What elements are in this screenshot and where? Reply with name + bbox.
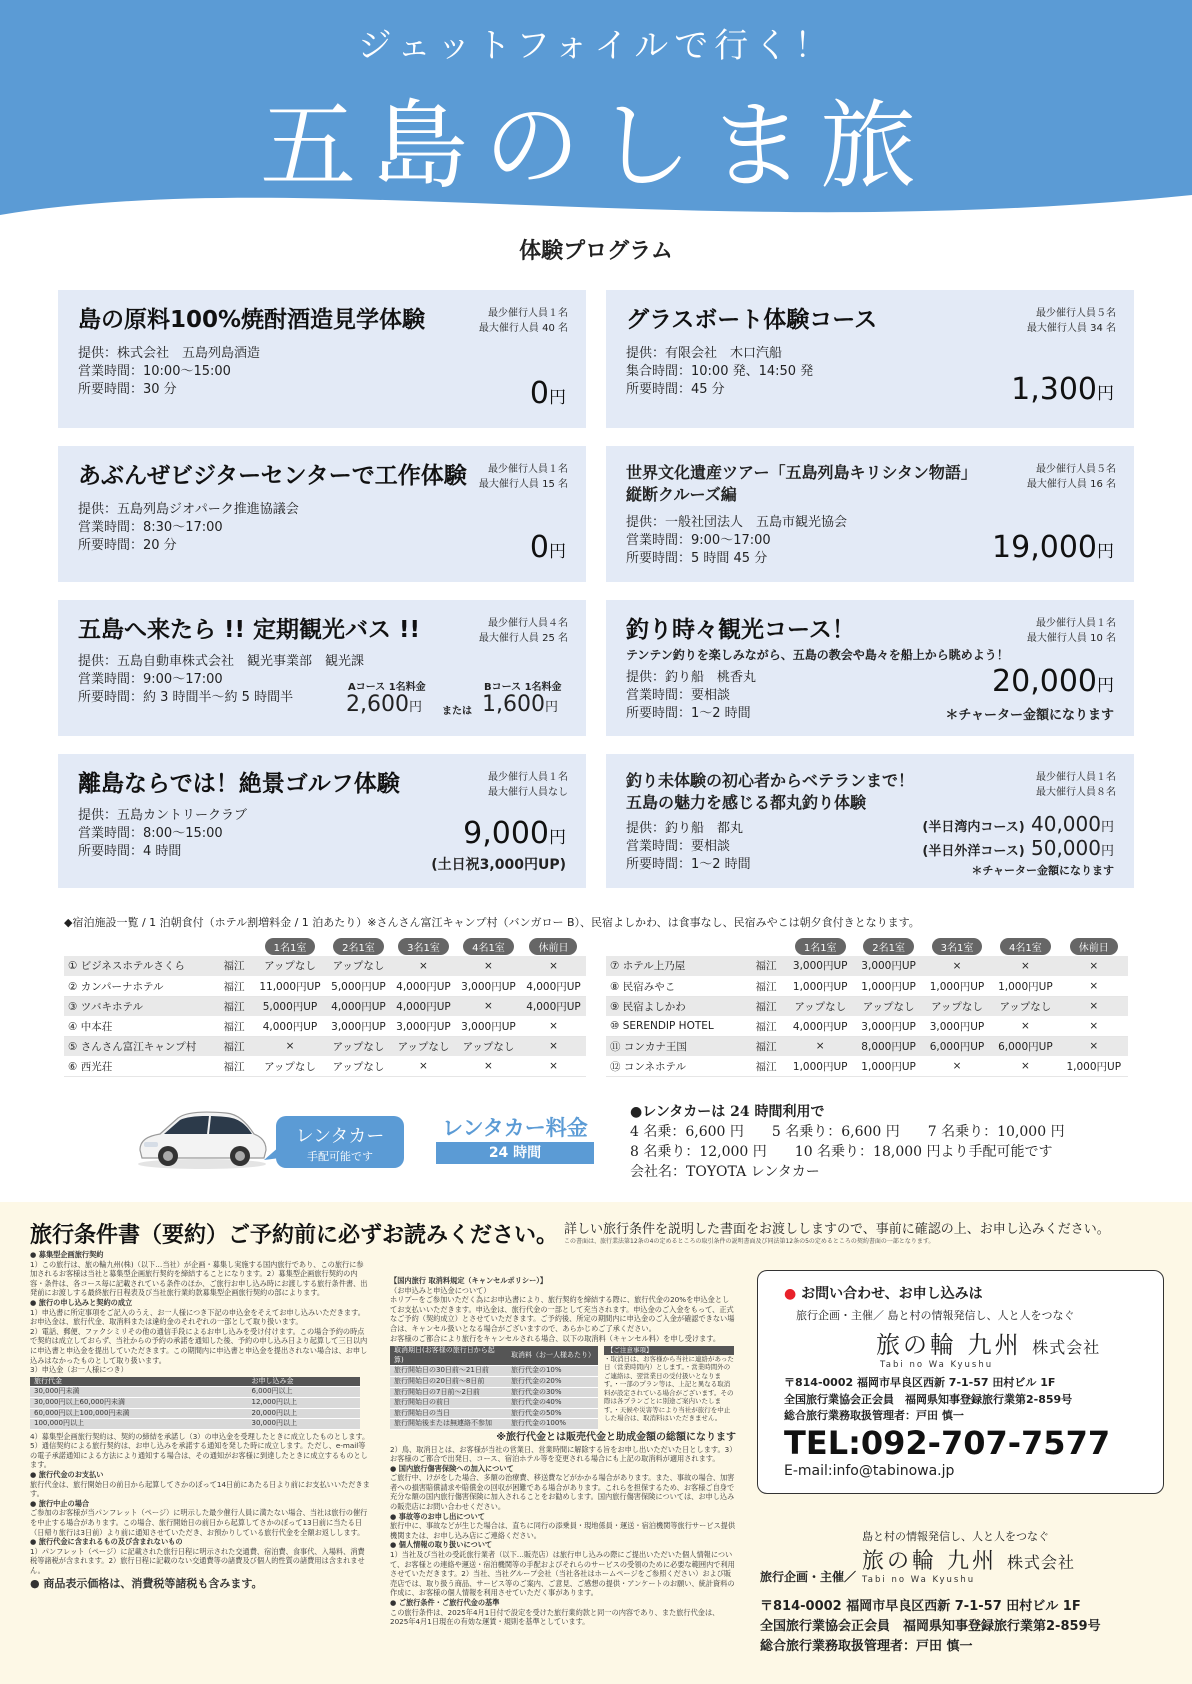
provider: 提供：釣り船 桃香丸: [626, 669, 757, 685]
rental-band: 24 時間: [436, 1142, 594, 1164]
table-row: [30, 1419, 360, 1430]
program-card-sightseeing-bus: [58, 600, 586, 736]
lodging-name: ③ ツバキホテル: [64, 996, 214, 1016]
condition-paragraph: この旅行条件は、2025年4月1日付で設定を受けた旅行業約款と同一の内容であり、また旅行代金は、2025年4月1日現在の有効な運賃・規則を基準としています。: [390, 1607, 720, 1627]
table-row: [30, 1397, 360, 1408]
contact-org: 旅行企画・主催／ 島と村の情報発信し、人と人をつなぐ: [796, 1309, 1075, 1322]
program-card-fishing-sightseeing: [606, 600, 1134, 736]
capacity: 最少催行人員１名 最大催行人員８名: [1036, 772, 1116, 798]
lodging-table-left: [64, 936, 586, 1077]
lodging-row: [64, 956, 586, 976]
provider: 提供：五島列島ジオパーク推進協議会: [78, 501, 299, 517]
lodging-name: ⑦ ホテル上乃屋: [606, 956, 746, 976]
lodging-table-right: [606, 936, 1128, 1077]
table-cell: 20,000円以上: [248, 1408, 361, 1419]
course-b-price: 1,600円: [482, 692, 558, 717]
lodging-row: [606, 1056, 1128, 1076]
condition-paragraph: 1）この旅行は、旅の輪九州(株)（以下…当社）が企画・募集し実施する国内旅行であり、この旅行に参加されるお客様は当社と募集型企画旅行契約を締結することになります。2）募集型企画旅行契約の内容・条件は、各コース毎に記載されている条件のほか、ご旅行お申し込み時にお渡しする旅行条件書、出発前にお渡しする最終旅行日程表及び当社旅行業約款募集型企画旅行契約の部によります。: [30, 1259, 368, 1298]
provider: 提供：釣り船 都丸: [626, 821, 744, 836]
hours: 集合時間：10:00 発、14:50 発: [626, 363, 814, 379]
table-cell: 旅行代金の50%: [507, 1408, 598, 1419]
lodging-surcharge: 1,000円UP: [854, 976, 922, 996]
lodging-surcharge: ×: [391, 1056, 456, 1076]
table-cell: 旅行代金の30%: [507, 1387, 598, 1398]
condition-paragraph: 5）通信契約による旅行契約は、お申し込みを承諾する通知を発した時に成立します。ただし、e-mail等の電子承諾通知による方法により通知する場合は、その通知がお客様に到達したときに成立するものとします。: [30, 1441, 368, 1470]
program-title: あぶんぜビジターセンターで工作体験: [78, 463, 467, 489]
table-row: [390, 1366, 598, 1377]
condition-paragraph: 3）申込金（お一人様につき）: [30, 1365, 128, 1375]
lodging-surcharge: ×: [456, 996, 521, 1016]
condition-paragraph: ● 募集型企画旅行契約: [30, 1250, 104, 1259]
lodging-surcharge: ×: [521, 1016, 586, 1036]
lodging-surcharge: アップなし: [254, 956, 326, 976]
lodging-area: 福江: [214, 1056, 254, 1076]
section-title: 体験プログラム: [519, 239, 673, 264]
red-dot-icon: ●: [784, 1286, 797, 1302]
contact-romaji: Tabi no Wa Kyushu: [880, 1360, 994, 1370]
lodging-row: [606, 996, 1128, 1016]
condition-paragraph: 【国内旅行 取消料規定（キャンセルポリシー）】: [390, 1276, 548, 1285]
duration: 所要時間：4 時間: [78, 843, 182, 859]
lodging-row: [64, 1016, 586, 1036]
hero-subtitle: ジェットフォイルで行く！: [357, 26, 835, 66]
lodging-row: [606, 1036, 1128, 1056]
lodging-surcharge: 3,000円UP: [456, 976, 521, 996]
lodging-surcharge: アップなし: [456, 1036, 521, 1056]
condition-paragraph: 1）パンフレット（ページ）に記載された旅行日程に明示された交通費、宿泊費、食事代、入場料、消費税等諸税が含まれます。2）旅行日程に記載のない交通費等の諸費及び個人的性質の諸費用は含まれません。: [30, 1546, 365, 1575]
lodging-surcharge: ×: [521, 956, 586, 976]
table-row: [390, 1398, 598, 1409]
lodging-surcharge: ×: [521, 1056, 586, 1076]
table-row: [390, 1387, 598, 1398]
contact-box: [757, 1270, 1164, 1494]
table-cell: 旅行開始日の20日前～8日前: [390, 1376, 507, 1387]
lodging-row: [606, 1016, 1128, 1036]
lodging-surcharge: 8,000円UP: [854, 1036, 922, 1056]
table-cell: 60,000円以上100,000円未満: [30, 1408, 248, 1419]
lodging-surcharge: 3,000円UP: [854, 1016, 922, 1036]
lodging-surcharge: アップなし: [923, 996, 991, 1016]
provider: 提供：有限会社 木口汽船: [626, 345, 783, 361]
footer-org-label: 旅行企画・主催／: [760, 1570, 857, 1584]
conditions-column-1: [30, 1250, 370, 1588]
lodging-surcharge: ×: [1060, 1036, 1128, 1056]
hours: 営業時間：10:00～15:00: [78, 363, 231, 379]
hero-title: 五島のしま旅: [260, 90, 932, 202]
lodging-row: [64, 996, 586, 1016]
lodging-surcharge: 1,000円UP: [923, 976, 991, 996]
duration: 所要時間：5 時間 45 分: [626, 551, 768, 566]
contact-tel[interactable]: TEL:092-707-7577: [784, 1424, 1111, 1462]
table-row: [390, 1408, 598, 1419]
table-cell: 旅行代金の100%: [507, 1419, 598, 1430]
lodging-area: 福江: [746, 996, 786, 1016]
lodging-row: [64, 1056, 586, 1076]
program-card-visitor-center: [58, 446, 586, 582]
lodging-surcharge: ×: [786, 1036, 854, 1056]
lodging-surcharge: 1,000円UP: [1060, 1056, 1128, 1076]
condition-paragraph: 旅行中に、事故などが生じた場合は、直ちに同行の添乗員・現地係員・運送・宿泊機関等旅行サービス提供機関または、お申し込み店にご連絡ください。: [390, 1521, 736, 1540]
condition-paragraph: ご参加のお客様が当パンフレット（ページ）に明示した最少催行人員に満たない場合、当社は旅行の催行を中止する場合があります。この場合、旅行開始日の前日から起算してさかのぼって13日前に当たる日（日帰り旅行は3日前）より前に通知させていただき、お預かりしている旅行代金を全額お返しします。: [30, 1508, 368, 1537]
or-label: または: [442, 706, 472, 717]
contact-license: 全国旅行業協会正会員 福岡県知事登録旅行業第2-859号: [784, 1393, 1073, 1406]
lodging-name: ⑫ コンネホテル: [606, 1056, 746, 1076]
program-title: グラスボート体験コース: [626, 307, 878, 333]
duration: 所要時間：1～2 時間: [626, 705, 751, 721]
table-cell: 12,000円以上: [248, 1397, 361, 1408]
lodging-surcharge: ×: [456, 1056, 521, 1076]
lodging-surcharge: 3,000円UP: [391, 1016, 456, 1036]
lodging-name: ⑪ コンカナ王国: [606, 1036, 746, 1056]
lodging-surcharge: アップなし: [854, 996, 922, 1016]
hours: 営業時間：8:00～15:00: [78, 825, 223, 841]
table-row: [390, 1419, 598, 1430]
tax-note: ● 商品表示価格は、消費税等諸税も含みます。: [30, 1576, 263, 1590]
capacity: 最少催行人員１名 最大催行人員なし: [488, 772, 568, 798]
lodging-surcharge: ×: [1060, 956, 1128, 976]
table-cell: 100,000円以上: [30, 1419, 248, 1430]
provider: 提供：五島自動車株式会社 観光事業部 観光課: [78, 653, 365, 669]
lodging-area: 福江: [214, 1016, 254, 1036]
hours: 営業時間：9:00～17:00: [78, 671, 223, 687]
hours: 営業時間：要相談: [626, 839, 731, 854]
conditions-title: 旅行条件書（要約）ご予約前に必ずお読みください。: [30, 1223, 559, 1248]
condition-paragraph: ● 旅行の申し込みと契約の成立: [30, 1297, 133, 1307]
lodging-area: 福江: [214, 1036, 254, 1056]
lodging-name: ① ビジネスホテルさくら: [64, 956, 214, 976]
condition-paragraph: 2）電話、郵便、ファクシミリその他の通信手段によるお申し込みを受け付けます。この場合予約の時点で契約は成立しておらず、当社からの予約の承諾を通知した後、予約の申し込み日より起算して三日以内に申込書と申込金を提出していただきます。この期間内に申込書と申込金を提出されない場合は、お申し込みはなかったものとして取り扱います。: [30, 1326, 368, 1365]
condition-paragraph: 2）鳥、取消日とは、お客様が当社の営業日、営業時間に解除する旨をお申し出いただいた日とします。3）お客様のご都合で出発日、コース、宿泊ホテル等を変更される場合にも上記の取消料が適用されます。: [390, 1444, 733, 1464]
conditions-desc: 詳しい旅行条件を説明した書面をお渡ししますので、事前に確認の上、お申し込みください。: [564, 1222, 1110, 1237]
program-title: 島の原料100%焼酎酒造見学体験: [78, 307, 426, 333]
lodging-surcharge: 1,000円UP: [786, 976, 854, 996]
hours: 営業時間：要相談: [626, 687, 731, 703]
condition-paragraph: 1）当社及び当社の受託旅行業者（以下…販売店）は旅行申し込みの際にご提出いただいた個人情報について、お客様との連絡や運送・宿泊機関等の手配およびそれらのサービスの受領のために必要な範囲内で利用させていただきます。2）当社、当社グループ会社（当社各社はホームページをご参照ください）および販売店では、取り扱う商品、サービス等のご案内、ご意見、ご感想の提供・アンケートのお願い、統計資料の作成に、お客様の個人情報を利用させていただく事があります。: [390, 1550, 735, 1598]
lodging-surcharge: アップなし: [254, 1056, 326, 1076]
program-card-golf: [58, 754, 586, 888]
lodging-surcharge: 1,000円UP: [854, 1056, 922, 1076]
lodging-surcharge: 3,000円UP: [786, 956, 854, 976]
lodging-surcharge: アップなし: [391, 1036, 456, 1056]
total-note: ※旅行代金とは販売代金と助成金額の総額になります: [496, 1431, 736, 1443]
table-cell: 旅行開始日の30日前～21日前: [390, 1366, 507, 1377]
lodging-surcharge: ×: [991, 1016, 1059, 1036]
lodging-surcharge: ×: [923, 956, 991, 976]
conditions-desc-sub: この書面は、旅行業法第12条の4の定めるところの取引条件の説明書面及び同法第12条の5の定めるところの契約書面の一部となります。: [564, 1238, 935, 1245]
footer-address: 〒814-0002 福岡市早良区西新 7-1-57 田村ビル 1F: [760, 1599, 1081, 1614]
lodging-surcharge: 4,000円UP: [521, 996, 586, 1016]
lodging-row: [606, 956, 1128, 976]
condition-paragraph: ● ご旅行条件・ご旅行代金の基準: [390, 1598, 500, 1607]
table-cell: 30,000円以上: [248, 1419, 361, 1430]
lodging-name: ⑤ さんさん富江キャンプ村: [64, 1036, 214, 1056]
provider: 提供：株式会社 五島列島酒造: [78, 345, 261, 361]
footer-tagline: 島と村の情報発信し、人と人をつなぐ: [862, 1530, 1050, 1543]
table-cell: 旅行代金の40%: [507, 1398, 598, 1409]
lodging-surcharge: 6,000円UP: [991, 1036, 1059, 1056]
lodging-name: ④ 中本荘: [64, 1016, 214, 1036]
condition-paragraph: ● 旅行中止の場合: [30, 1498, 90, 1508]
program-card-heritage-cruise: [606, 446, 1134, 582]
hours: 営業時間：8:30～17:00: [78, 519, 223, 535]
lodging-name: ⑥ 西光荘: [64, 1056, 214, 1076]
program-card-tomaru-fishing: [606, 754, 1134, 888]
table-row: [30, 1387, 360, 1398]
lodging-surcharge: アップなし: [326, 1056, 391, 1076]
program-lead: テンテン釣りを楽しみながら、五島の教会や島々を船上から眺めよう！: [626, 647, 1009, 662]
price: 20,000円: [992, 664, 1114, 699]
program-title: 離島ならでは！絶景ゴルフ体験: [78, 771, 400, 797]
lodging-area: 福江: [214, 976, 254, 996]
program-title: 釣り時々観光コース！: [626, 617, 855, 643]
lodging-row: [64, 976, 586, 996]
duration: 所要時間：約 3 時間半～約 5 時間半: [78, 689, 294, 705]
rental-bubble: レンタカー 手配可能です: [276, 1116, 404, 1168]
rental-title: レンタカー料金: [442, 1116, 588, 1140]
price: 9,000円: [463, 816, 566, 851]
footer-org: [760, 1528, 1160, 1657]
lodging-surcharge: ×: [991, 956, 1059, 976]
capacity: 最少催行人員１名 最大催行人員 40 名: [478, 308, 568, 334]
lodging-surcharge: 5,000円UP: [254, 996, 326, 1016]
contact-brand: 旅の輪 九州 株式会社: [876, 1331, 1101, 1359]
cancel-notes: 【ご注意事項】 ・取消日は、お客様から当社に連絡があった日（営業時間内）とします。・営業時間外のご連絡は、翌営業日の受付扱いとなります。・一部のプラン等は、上記と異なる取消料が設定されている場合がございます。その際は各プランごとに別途ご案内いたします。・天候や災害等により当社が旅行を中止した場合は、取消料はいただきません。: [604, 1346, 734, 1423]
lodging-area: 福江: [214, 996, 254, 1016]
lodging-surcharge: 4,000円UP: [254, 1016, 326, 1036]
condition-paragraph: 4）募集型企画旅行契約は、契約の締結を承諾し（3）の申込金を受理したときに成立したものとします。: [30, 1431, 370, 1441]
table-cell: 旅行開始後または無連絡不参加: [390, 1419, 507, 1430]
lodging-name: ⑩ SERENDIP HOTEL: [606, 1016, 746, 1036]
hero-banner: [0, 0, 1192, 235]
price: 0円: [529, 376, 566, 411]
condition-paragraph: 1）申込書に所定事項をご記入のうえ、お一人様につき下記の申込金をそえてお申し込みいただきます。お申込金は、旅行代金、取消料または違約金のそれぞれの一部として取り扱います。: [30, 1307, 365, 1327]
condition-paragraph: お客様のご都合により旅行をキャンセルされる場合、以下の取消料（キャンセル料）を申し受けます。: [390, 1333, 721, 1343]
lodging-area: 福江: [746, 976, 786, 996]
lodging-name: ⑨ 民宿よしかわ: [606, 996, 746, 1016]
table-row: [390, 1376, 598, 1387]
contact-manager: 総合旅行業務取扱管理者：戸田 慎一: [784, 1409, 964, 1422]
condition-paragraph: ● 国内旅行傷害保険への加入について: [390, 1463, 514, 1473]
sea-course: (半日外洋コース) 50,000円: [922, 836, 1114, 860]
cancel-table: 取消期日(お客様の旅行日から起算) 取消料（お一人様あたり） 旅行開始日の30日前～21日前 旅行代金の10% 旅行開始日の20日前～8日前 旅行代金の20% 旅行開始日の7日前～2日前 旅行代金の30% 旅行開始日の前日 旅行代金の40% 旅行開始日の当日 旅行代金の50% 旅行開始後または無連絡不参加 旅行代金の100%: [390, 1346, 598, 1430]
lodging-surcharge: 3,000円UP: [456, 1016, 521, 1036]
lodging-surcharge: 4,000円UP: [521, 976, 586, 996]
program-title: 釣り未体験の初心者からベテランまで！ 五島の魅力を感じる都丸釣り体験: [626, 771, 915, 812]
lodging-surcharge: 4,000円UP: [326, 996, 391, 1016]
capacity: 最少催行人員１名 最大催行人員 10 名: [1026, 618, 1116, 644]
footer-license: 全国旅行業協会正会員 福岡県知事登録旅行業第2-859号: [760, 1619, 1101, 1634]
contact-address: 〒814-0002 福岡市早良区西新 7-1-57 田村ビル 1F: [784, 1376, 1056, 1389]
condition-paragraph: ● 旅行代金のお支払い: [30, 1470, 104, 1480]
lodging-surcharge: 3,000円UP: [326, 1016, 391, 1036]
lodging-surcharge: アップなし: [326, 956, 391, 976]
table-cell: 30,000円未満: [30, 1387, 248, 1398]
footer-brand: 旅の輪 九州 株式会社: [862, 1549, 1076, 1574]
lodging-surcharge: 11,000円UP: [254, 976, 326, 996]
duration: 所要時間：20 分: [78, 537, 177, 553]
capacity: 最少催行人員１名 最大催行人員 15 名: [478, 464, 568, 490]
lodging-surcharge: 4,000円UP: [391, 996, 456, 1016]
course-b-label: Bコース 1名料金: [484, 682, 562, 693]
provider: 提供：一般社団法人 五島市観光協会: [626, 515, 848, 530]
lodging-surcharge: ×: [521, 1036, 586, 1056]
lodging-name: ⑧ 民宿みやこ: [606, 976, 746, 996]
course-a-label: Aコース 1名料金: [348, 682, 426, 693]
lodging-surcharge: 4,000円UP: [391, 976, 456, 996]
condition-paragraph: ● 旅行代金に含まれるもの及び含まれないもの: [30, 1537, 183, 1547]
lodging-surcharge: ×: [1060, 996, 1128, 1016]
lodging-surcharge: 1,000円UP: [991, 976, 1059, 996]
lodging-area: 福江: [746, 956, 786, 976]
capacity: 最少催行人員４名 最大催行人員 25 名: [478, 618, 568, 644]
price: 0円: [529, 530, 566, 565]
duration: 所要時間：30 分: [78, 381, 177, 397]
lodging-name: ② カンパーナホテル: [64, 976, 214, 996]
lodging-surcharge: ×: [254, 1036, 326, 1056]
bubble-tail: [264, 1146, 280, 1162]
lodging-area: 福江: [746, 1016, 786, 1036]
lodging-header-row: 1名1室 2名1室 3名1室 4名1室 休前日: [606, 936, 1128, 956]
deposit-table: 旅行代金 お申し込み金 30,000円未満 6,000円以上 30,000円以上60,000円未満 12,000円以上 60,000円以上100,000円未満 20,000円以上 100,000円以上 30,000円以上: [30, 1377, 360, 1430]
lodging-surcharge: 1,000円UP: [786, 1056, 854, 1076]
capacity: 最少催行人員５名 最大催行人員 16 名: [1026, 464, 1116, 490]
condition-paragraph: （お申込みと申込金について）: [390, 1285, 491, 1295]
price: 1,300円: [1011, 372, 1114, 407]
condition-paragraph: ホリプーをご参加いただく為にお申込書により、旅行契約を締結する際に、旅行代金の20%を申込金としてお支払いいただきます。申込金は、旅行代金の一部として充当されます。申込金のご入金をもって、正式なご予約（契約成立）とさせていただきます。ご予約後、所定の期間内に申込金のご入金が確認できない場合は、キャンセル扱いとなる場合がございますので、あらかじめご了承ください。: [390, 1295, 735, 1333]
program-title: 五島へ来たら !! 定期観光バス !!: [78, 617, 420, 643]
course-a-price: 2,600円: [346, 692, 422, 717]
condition-paragraph: ご旅行中、けがをした場合、多額の治療費、移送費などがかかる場合があります。また、事故の場合、加害者への損害賠償請求や賠償金の回収が困難である場合があります。これらを担保するため、お客様ご自身で充分な額の国内旅行傷害保険に加入されることをお勧めします。国内旅行傷害保険については、お申し込みの販売店にお問い合わせください。: [390, 1473, 735, 1512]
program-card-shochu: [58, 290, 586, 428]
table-cell: 旅行代金の20%: [507, 1376, 598, 1387]
table-cell: 30,000円以上60,000円未満: [30, 1397, 248, 1408]
lodging-surcharge: 3,000円UP: [923, 1016, 991, 1036]
lodging-surcharge: アップなし: [326, 1036, 391, 1056]
lodging-surcharge: 4,000円UP: [786, 1016, 854, 1036]
bay-course: (半日湾内コース) 40,000円: [922, 812, 1114, 836]
lodging-surcharge: 3,000円UP: [854, 956, 922, 976]
lodging-surcharge: ×: [923, 1056, 991, 1076]
table-row: [30, 1408, 360, 1419]
table-cell: 旅行代金の10%: [507, 1366, 598, 1377]
lodging-header-row: 1名1室 2名1室 3名1室 4名1室 休前日: [64, 936, 586, 956]
lodging-area: 福江: [746, 1056, 786, 1076]
car-icon: [134, 1106, 270, 1170]
condition-paragraph: 旅行代金は、旅行開始日の前日から起算してさかのぼって14日前にあたる日より前にお支払いいただきます。: [30, 1479, 370, 1499]
charter-note: ＊チャーター金額になります: [971, 864, 1114, 877]
table-cell: 旅行開始日の前日: [390, 1398, 507, 1409]
table-cell: 6,000円以上: [248, 1387, 361, 1398]
condition-paragraph: ● 個人情報の取り扱いについて: [390, 1540, 493, 1550]
contact-heading: ● お問い合わせ、お申し込みは: [784, 1286, 983, 1302]
duration: 所要時間：45 分: [626, 381, 725, 397]
price: 19,000円: [992, 530, 1114, 565]
lodging-surcharge: 6,000円UP: [923, 1036, 991, 1056]
lodging-caption: ◆宿泊施設一覧 / 1 泊朝食付（ホテル割増料金 / 1 泊あたり）※さんさん富江キャンプ村（バンガロー B）、民宿よしかわ、は食事なし、民宿みやこは朝夕食付きとなります。: [64, 916, 920, 929]
contact-email[interactable]: E-mail:info@tabinowa.jp: [784, 1463, 955, 1479]
lodging-surcharge: 5,000円UP: [326, 976, 391, 996]
lodging-area: 福江: [746, 1036, 786, 1056]
conditions-column-2: [390, 1276, 736, 1627]
footer-romaji: Tabi no Wa Kyushu: [862, 1575, 976, 1585]
condition-paragraph: ● 事故等のお申し出について: [390, 1511, 485, 1521]
lodging-surcharge: ×: [456, 956, 521, 976]
hours: 営業時間：9:00～17:00: [626, 533, 771, 548]
lodging-surcharge: アップなし: [991, 996, 1059, 1016]
lodging-surcharge: アップなし: [786, 996, 854, 1016]
lodging-row: [606, 976, 1128, 996]
lodging-area: 福江: [214, 956, 254, 976]
program-title: 世界文化遺産ツアー「五島列島キリシタン物語」 縦断クルーズ編: [626, 463, 977, 504]
capacity: 最少催行人員５名 最大催行人員 34 名: [1026, 308, 1116, 334]
program-card-glassboat: [606, 290, 1134, 428]
charter-note: ＊チャーター金額になります: [945, 708, 1114, 723]
lodging-surcharge: ×: [1060, 976, 1128, 996]
table-cell: 旅行開始日の7日前～2日前: [390, 1387, 507, 1398]
lodging-row: [64, 1036, 586, 1056]
weekend-note: (土日祝3,000円UP): [431, 857, 566, 873]
lodging-surcharge: ×: [391, 956, 456, 976]
lodging-surcharge: ×: [1060, 1016, 1128, 1036]
provider: 提供：五島カントリークラブ: [78, 807, 248, 823]
footer-manager: 総合旅行業務取扱管理者：戸田 慎一: [760, 1639, 973, 1654]
duration: 所要時間：1～2 時間: [626, 857, 751, 872]
table-cell: 旅行開始日の当日: [390, 1408, 507, 1419]
rental-prices: ●レンタカーは 24 時間利用で 4 名乗：6,600 円 5 名乗り：6,600 円 7 名乗り：10,000 円 8 名乗り：12,000 円 10 名乗り：18,000 円より手配可能です 会社名：TOYOTA レンタカー: [630, 1104, 1065, 1180]
lodging-surcharge: ×: [991, 1056, 1059, 1076]
